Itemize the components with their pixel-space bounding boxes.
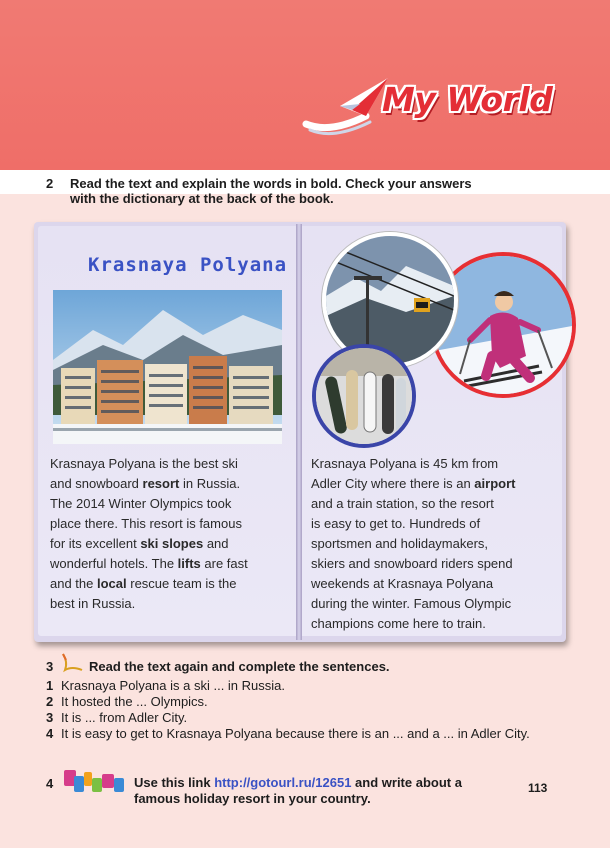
list-item-number: 4 [46,726,54,741]
left-text-line: The 2014 Winter Olympics took [50,496,232,511]
resource-link[interactable]: http://gotourl.ru/12651 [214,775,352,790]
task-2-line-2: with the dictionary at the back of the book. [70,191,334,206]
left-text-line: and snowboard resort in Russia. [50,476,241,491]
task-3-title: Read the text again and complete the sentences. [89,659,390,674]
left-text-line: Krasnaya Polyana is the best ski [50,456,238,471]
article-heading: Krasnaya Polyana [88,254,288,276]
task-4-text-after: and write about a famous holiday resort in your country. [134,775,462,806]
list-item [46,694,546,710]
left-text-line: for its excellent ski slopes and [50,536,229,551]
bold-term: ski slopes [140,536,204,551]
right-text-line: skiers and snowboard riders spend [311,556,513,571]
list-item-text: It is easy to get to Krasnaya Polyana because there is an ... and a ... in Adler City. [61,726,530,741]
list-item-number: 3 [46,710,54,725]
bold-term: lifts [177,556,201,571]
left-text-line: best in Russia. [50,596,136,611]
right-text-line: weekends at Krasnaya Polyana [311,576,494,591]
resort-hotel-photo [53,290,282,444]
task-3-list [46,678,546,742]
snowboards-photo [312,344,416,448]
list-item [46,710,546,726]
right-text-line: Krasnaya Polyana is 45 km from [311,456,499,471]
right-text-line: sportsmen and holidaymakers, [311,536,489,551]
bold-term: local [97,576,127,591]
right-text-line: and a train station, so the resort [311,496,494,511]
task-4-number: 4 [46,776,54,791]
task-2-number: 2 [46,176,54,191]
article-right-text [311,454,556,634]
left-text-line: place there. This resort is famous [50,516,242,531]
right-text-line: is easy to get to. Hundreds of [311,516,481,531]
portfolio-logo-icon [62,768,130,800]
list-item [46,678,546,694]
list-item-number: 2 [46,694,54,709]
right-text-line: champions come here to train. [311,616,486,631]
bold-term: airport [474,476,516,491]
article-left-text [50,454,290,614]
list-item-text: It is ... from Adler City. [61,710,188,725]
task-4-text-before: Use this link [134,775,215,790]
logo-text: My World [382,80,553,119]
left-text-line: wonderful hotels. The lifts are fast [50,556,248,571]
right-text-line: Adler City where there is an airport [311,476,516,491]
bold-term: resort [142,476,180,491]
page-number: 113 [528,781,548,795]
pencil-icon [60,652,86,674]
list-item-text: Krasnaya Polyana is a ski ... in Russia. [61,678,285,693]
task-4-text [134,775,504,807]
list-item-text: It hosted the ... Olympics. [61,694,208,709]
task-2-line-1: Read the text and explain the words in bold. Check your answers [70,176,472,191]
task-3-number: 3 [46,659,54,674]
list-item [46,726,546,742]
right-text-line: during the winter. Famous Olympic [311,596,512,611]
left-text-line: and the local rescue team is the [50,576,237,591]
book-spine [296,224,302,640]
list-item-number: 1 [46,678,54,693]
